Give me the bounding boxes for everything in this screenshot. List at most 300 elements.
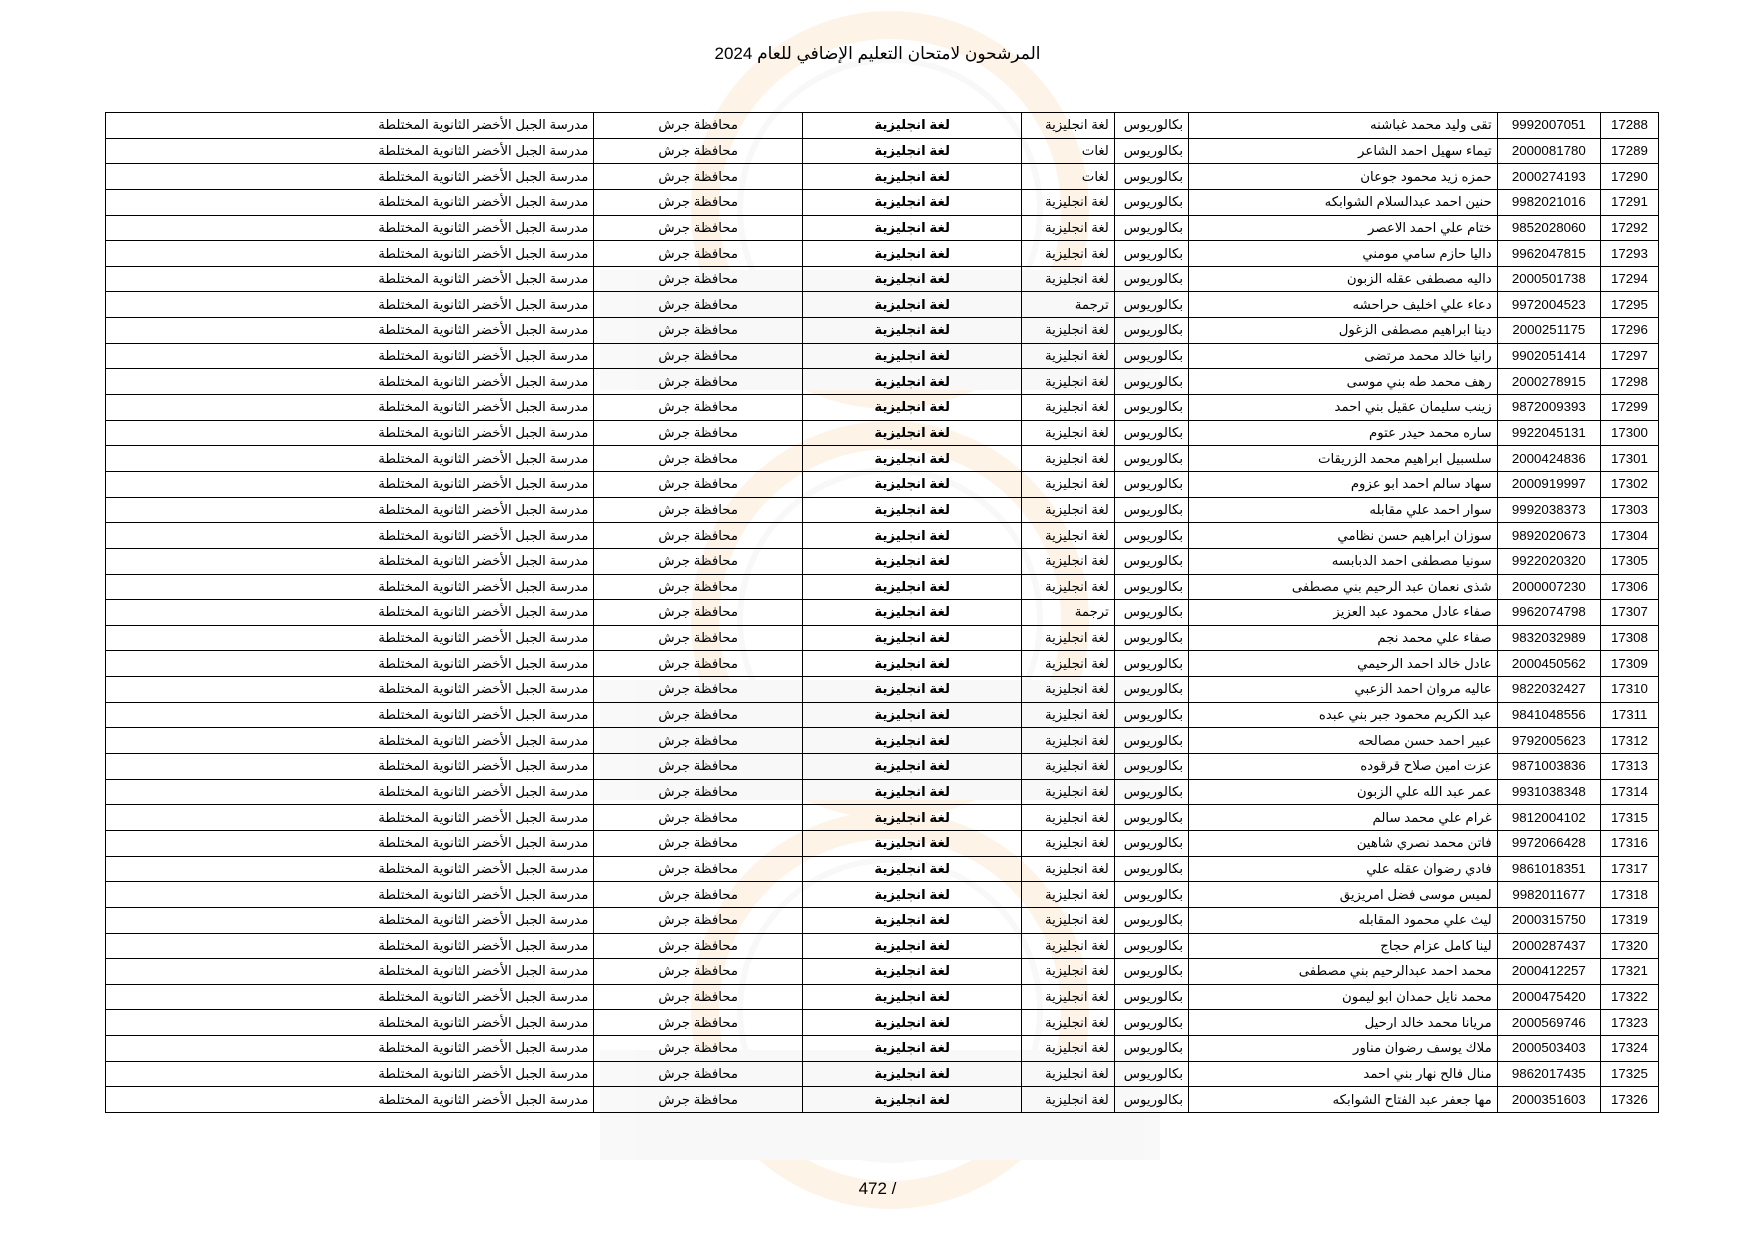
cell-degree: بكالوريوس: [1114, 625, 1188, 651]
cell-major: لغة انجليزية: [1022, 446, 1114, 472]
cell-national-id: 9902051414: [1497, 343, 1600, 369]
cell-name: لينا كامل عزام حجاج: [1189, 933, 1498, 959]
cell-national-id: 9861018351: [1497, 856, 1600, 882]
cell-subject: لغة انجليزية: [802, 215, 1021, 241]
table-row: [106, 138, 1659, 164]
cell-subject: لغة انجليزية: [802, 651, 1021, 677]
cell-national-id: 2000274193: [1497, 164, 1600, 190]
cell-national-id: 2000501738: [1497, 266, 1600, 292]
cell-major: لغة انجليزية: [1022, 113, 1114, 139]
cell-degree: بكالوريوس: [1114, 189, 1188, 215]
cell-degree: بكالوريوس: [1114, 318, 1188, 344]
cell-governorate: محافظة جرش: [594, 164, 803, 190]
cell-degree: بكالوريوس: [1114, 1036, 1188, 1062]
cell-degree: بكالوريوس: [1114, 805, 1188, 831]
cell-school: مدرسة الجبل الأخضر الثانوية المختلطة: [106, 292, 594, 318]
table-row: [106, 292, 1659, 318]
cell-major: لغة انجليزية: [1022, 754, 1114, 780]
cell-subject: لغة انجليزية: [802, 779, 1021, 805]
cell-name: عبد الكريم محمود جبر بني عبده: [1189, 702, 1498, 728]
cell-major: لغة انجليزية: [1022, 882, 1114, 908]
cell-national-id: 9852028060: [1497, 215, 1600, 241]
cell-national-id: 2000569746: [1497, 1010, 1600, 1036]
cell-seq: 17316: [1600, 830, 1658, 856]
cell-school: مدرسة الجبل الأخضر الثانوية المختلطة: [106, 907, 594, 933]
cell-subject: لغة انجليزية: [802, 933, 1021, 959]
cell-school: مدرسة الجبل الأخضر الثانوية المختلطة: [106, 113, 594, 139]
cell-degree: بكالوريوس: [1114, 651, 1188, 677]
cell-major: ترجمة: [1022, 600, 1114, 626]
cell-name: سونيا مصطفى احمد الدبابسه: [1189, 548, 1498, 574]
table-row: [106, 959, 1659, 985]
cell-major: لغة انجليزية: [1022, 189, 1114, 215]
cell-major: لغة انجليزية: [1022, 574, 1114, 600]
cell-name: ساره محمد حيدر عتوم: [1189, 420, 1498, 446]
cell-degree: بكالوريوس: [1114, 702, 1188, 728]
cell-degree: بكالوريوس: [1114, 164, 1188, 190]
page-number: 472 /: [858, 1179, 897, 1198]
cell-degree: بكالوريوس: [1114, 959, 1188, 985]
cell-subject: لغة انجليزية: [802, 625, 1021, 651]
table-row: [106, 548, 1659, 574]
cell-name: تقى وليد محمد غباشنه: [1189, 113, 1498, 139]
cell-governorate: محافظة جرش: [594, 805, 803, 831]
cell-seq: 17291: [1600, 189, 1658, 215]
cell-name: سهاد سالم احمد ابو عزوم: [1189, 471, 1498, 497]
cell-major: لغة انجليزية: [1022, 471, 1114, 497]
cell-school: مدرسة الجبل الأخضر الثانوية المختلطة: [106, 728, 594, 754]
cell-governorate: محافظة جرش: [594, 548, 803, 574]
cell-subject: لغة انجليزية: [802, 164, 1021, 190]
cell-degree: بكالوريوس: [1114, 446, 1188, 472]
cell-degree: بكالوريوس: [1114, 1010, 1188, 1036]
cell-name: ملاك يوسف رضوان مناور: [1189, 1036, 1498, 1062]
cell-name: سوزان ابراهيم حسن نظامي: [1189, 523, 1498, 549]
table-row: [106, 1087, 1659, 1113]
table-row: [106, 933, 1659, 959]
table-row: [106, 189, 1659, 215]
cell-national-id: 9822032427: [1497, 677, 1600, 703]
cell-national-id: 2000503403: [1497, 1036, 1600, 1062]
cell-seq: 17307: [1600, 600, 1658, 626]
cell-degree: بكالوريوس: [1114, 600, 1188, 626]
cell-subject: لغة انجليزية: [802, 1061, 1021, 1087]
cell-school: مدرسة الجبل الأخضر الثانوية المختلطة: [106, 856, 594, 882]
page-title: المرشحون لامتحان التعليم الإضافي للعام 2024: [714, 44, 1041, 63]
cell-school: مدرسة الجبل الأخضر الثانوية المختلطة: [106, 959, 594, 985]
cell-seq: 17288: [1600, 113, 1658, 139]
cell-national-id: 9982021016: [1497, 189, 1600, 215]
cell-school: مدرسة الجبل الأخضر الثانوية المختلطة: [106, 215, 594, 241]
cell-national-id: 9892020673: [1497, 523, 1600, 549]
cell-subject: لغة انجليزية: [802, 523, 1021, 549]
cell-degree: بكالوريوس: [1114, 1061, 1188, 1087]
cell-subject: لغة انجليزية: [802, 1010, 1021, 1036]
table-row: [106, 702, 1659, 728]
cell-governorate: محافظة جرش: [594, 420, 803, 446]
cell-seq: 17304: [1600, 523, 1658, 549]
cell-national-id: 2000007230: [1497, 574, 1600, 600]
cell-school: مدرسة الجبل الأخضر الثانوية المختلطة: [106, 702, 594, 728]
table-row: [106, 523, 1659, 549]
cell-national-id: 9792005623: [1497, 728, 1600, 754]
cell-name: داليا حازم سامي مومني: [1189, 241, 1498, 267]
cell-seq: 17294: [1600, 266, 1658, 292]
cell-governorate: محافظة جرش: [594, 728, 803, 754]
cell-national-id: 2000315750: [1497, 907, 1600, 933]
cell-governorate: محافظة جرش: [594, 625, 803, 651]
table-row: [106, 164, 1659, 190]
cell-seq: 17296: [1600, 318, 1658, 344]
cell-major: لغة انجليزية: [1022, 1036, 1114, 1062]
cell-name: ليث علي محمود المقابله: [1189, 907, 1498, 933]
cell-governorate: محافظة جرش: [594, 856, 803, 882]
cell-name: عبير احمد حسن مصالحه: [1189, 728, 1498, 754]
cell-national-id: 9872009393: [1497, 395, 1600, 421]
cell-major: لغة انجليزية: [1022, 933, 1114, 959]
table-row: [106, 805, 1659, 831]
cell-subject: لغة انجليزية: [802, 189, 1021, 215]
cell-major: لغة انجليزية: [1022, 856, 1114, 882]
cell-degree: بكالوريوس: [1114, 138, 1188, 164]
cell-national-id: 9812004102: [1497, 805, 1600, 831]
cell-school: مدرسة الجبل الأخضر الثانوية المختلطة: [106, 574, 594, 600]
cell-name: لميس موسى فضل امريزيق: [1189, 882, 1498, 908]
cell-major: لغة انجليزية: [1022, 523, 1114, 549]
cell-school: مدرسة الجبل الأخضر الثانوية المختلطة: [106, 754, 594, 780]
cell-subject: لغة انجليزية: [802, 959, 1021, 985]
cell-seq: 17325: [1600, 1061, 1658, 1087]
table-row: [106, 215, 1659, 241]
cell-seq: 17302: [1600, 471, 1658, 497]
cell-governorate: محافظة جرش: [594, 318, 803, 344]
cell-major: لغة انجليزية: [1022, 651, 1114, 677]
cell-seq: 17320: [1600, 933, 1658, 959]
cell-national-id: 9832032989: [1497, 625, 1600, 651]
cell-name: مريانا محمد خالد ارحيل: [1189, 1010, 1498, 1036]
cell-subject: لغة انجليزية: [802, 395, 1021, 421]
cell-governorate: محافظة جرش: [594, 497, 803, 523]
table-row: [106, 625, 1659, 651]
cell-name: محمد احمد عبدالرحيم بني مصطفى: [1189, 959, 1498, 985]
cell-national-id: 2000450562: [1497, 651, 1600, 677]
cell-subject: لغة انجليزية: [802, 830, 1021, 856]
cell-degree: بكالوريوس: [1114, 266, 1188, 292]
cell-seq: 17311: [1600, 702, 1658, 728]
cell-major: لغة انجليزية: [1022, 959, 1114, 985]
cell-subject: لغة انجليزية: [802, 497, 1021, 523]
cell-seq: 17292: [1600, 215, 1658, 241]
table-row: [106, 830, 1659, 856]
cell-subject: لغة انجليزية: [802, 882, 1021, 908]
cell-subject: لغة انجليزية: [802, 292, 1021, 318]
cell-major: لغة انجليزية: [1022, 420, 1114, 446]
cell-subject: لغة انجليزية: [802, 600, 1021, 626]
cell-major: لغة انجليزية: [1022, 625, 1114, 651]
cell-seq: 17321: [1600, 959, 1658, 985]
cell-subject: لغة انجليزية: [802, 1087, 1021, 1113]
table-row: [106, 779, 1659, 805]
cell-national-id: 2000919997: [1497, 471, 1600, 497]
cell-subject: لغة انجليزية: [802, 446, 1021, 472]
cell-major: لغة انجليزية: [1022, 702, 1114, 728]
table-row: [106, 1036, 1659, 1062]
cell-governorate: محافظة جرش: [594, 395, 803, 421]
cell-degree: بكالوريوس: [1114, 497, 1188, 523]
cell-degree: بكالوريوس: [1114, 241, 1188, 267]
cell-governorate: محافظة جرش: [594, 830, 803, 856]
cell-seq: 17315: [1600, 805, 1658, 831]
cell-seq: 17305: [1600, 548, 1658, 574]
cell-school: مدرسة الجبل الأخضر الثانوية المختلطة: [106, 523, 594, 549]
cell-seq: 17290: [1600, 164, 1658, 190]
cell-school: مدرسة الجبل الأخضر الثانوية المختلطة: [106, 395, 594, 421]
cell-seq: 17303: [1600, 497, 1658, 523]
cell-governorate: محافظة جرش: [594, 702, 803, 728]
table-row: [106, 984, 1659, 1010]
cell-name: ختام علي احمد الاعصر: [1189, 215, 1498, 241]
cell-school: مدرسة الجبل الأخضر الثانوية المختلطة: [106, 241, 594, 267]
cell-seq: 17297: [1600, 343, 1658, 369]
cell-name: دعاء علي اخليف حراحشه: [1189, 292, 1498, 318]
cell-school: مدرسة الجبل الأخضر الثانوية المختلطة: [106, 600, 594, 626]
cell-school: مدرسة الجبل الأخضر الثانوية المختلطة: [106, 651, 594, 677]
cell-seq: 17322: [1600, 984, 1658, 1010]
cell-subject: لغة انجليزية: [802, 805, 1021, 831]
table-row: [106, 677, 1659, 703]
table-row: [106, 600, 1659, 626]
cell-national-id: 2000351603: [1497, 1087, 1600, 1113]
cell-major: لغة انجليزية: [1022, 318, 1114, 344]
cell-school: مدرسة الجبل الأخضر الثانوية المختلطة: [106, 189, 594, 215]
cell-governorate: محافظة جرش: [594, 241, 803, 267]
cell-name: مها جعفر عبد الفتاح الشوابكه: [1189, 1087, 1498, 1113]
cell-name: عمر عبد الله علي الزبون: [1189, 779, 1498, 805]
cell-seq: 17298: [1600, 369, 1658, 395]
cell-seq: 17300: [1600, 420, 1658, 446]
cell-school: مدرسة الجبل الأخضر الثانوية المختلطة: [106, 446, 594, 472]
cell-degree: بكالوريوس: [1114, 882, 1188, 908]
cell-name: رهف محمد طه بني موسى: [1189, 369, 1498, 395]
cell-subject: لغة انجليزية: [802, 728, 1021, 754]
cell-degree: بكالوريوس: [1114, 292, 1188, 318]
cell-degree: بكالوريوس: [1114, 215, 1188, 241]
cell-governorate: محافظة جرش: [594, 1036, 803, 1062]
table-row: [106, 113, 1659, 139]
cell-school: مدرسة الجبل الأخضر الثانوية المختلطة: [106, 625, 594, 651]
table-row: [106, 343, 1659, 369]
cell-major: لغة انجليزية: [1022, 907, 1114, 933]
cell-degree: بكالوريوس: [1114, 1087, 1188, 1113]
cell-major: لغة انجليزية: [1022, 728, 1114, 754]
cell-subject: لغة انجليزية: [802, 907, 1021, 933]
cell-name: رانيا خالد محمد مرتضى: [1189, 343, 1498, 369]
cell-seq: 17289: [1600, 138, 1658, 164]
table-row: [106, 266, 1659, 292]
cell-governorate: محافظة جرش: [594, 882, 803, 908]
cell-school: مدرسة الجبل الأخضر الثانوية المختلطة: [106, 779, 594, 805]
cell-degree: بكالوريوس: [1114, 471, 1188, 497]
cell-national-id: 9972066428: [1497, 830, 1600, 856]
cell-school: مدرسة الجبل الأخضر الثانوية المختلطة: [106, 266, 594, 292]
table-row: [106, 907, 1659, 933]
cell-seq: 17313: [1600, 754, 1658, 780]
cell-national-id: 9972004523: [1497, 292, 1600, 318]
cell-school: مدرسة الجبل الأخضر الثانوية المختلطة: [106, 1061, 594, 1087]
cell-subject: لغة انجليزية: [802, 856, 1021, 882]
cell-governorate: محافظة جرش: [594, 907, 803, 933]
cell-degree: بكالوريوس: [1114, 420, 1188, 446]
cell-subject: لغة انجليزية: [802, 1036, 1021, 1062]
cell-seq: 17314: [1600, 779, 1658, 805]
cell-national-id: 2000278915: [1497, 369, 1600, 395]
cell-school: مدرسة الجبل الأخضر الثانوية المختلطة: [106, 420, 594, 446]
cell-degree: بكالوريوس: [1114, 754, 1188, 780]
cell-seq: 17310: [1600, 677, 1658, 703]
cell-national-id: 2000287437: [1497, 933, 1600, 959]
table-row: [106, 446, 1659, 472]
cell-degree: بكالوريوس: [1114, 395, 1188, 421]
cell-governorate: محافظة جرش: [594, 984, 803, 1010]
cell-subject: لغة انجليزية: [802, 241, 1021, 267]
cell-school: مدرسة الجبل الأخضر الثانوية المختلطة: [106, 805, 594, 831]
cell-subject: لغة انجليزية: [802, 548, 1021, 574]
cell-school: مدرسة الجبل الأخضر الثانوية المختلطة: [106, 548, 594, 574]
cell-seq: 17293: [1600, 241, 1658, 267]
cell-major: لغة انجليزية: [1022, 395, 1114, 421]
table-row: [106, 882, 1659, 908]
cell-national-id: 2000081780: [1497, 138, 1600, 164]
cell-name: داليه مصطفى عقله الزبون: [1189, 266, 1498, 292]
cell-subject: لغة انجليزية: [802, 318, 1021, 344]
cell-major: لغات: [1022, 164, 1114, 190]
cell-seq: 17317: [1600, 856, 1658, 882]
cell-major: لغات: [1022, 138, 1114, 164]
cell-national-id: 9992038373: [1497, 497, 1600, 523]
cell-seq: 17326: [1600, 1087, 1658, 1113]
cell-major: لغة انجليزية: [1022, 215, 1114, 241]
cell-name: عزت امين صلاح قرقوده: [1189, 754, 1498, 780]
cell-governorate: محافظة جرش: [594, 266, 803, 292]
cell-national-id: 9862017435: [1497, 1061, 1600, 1087]
cell-national-id: 9931038348: [1497, 779, 1600, 805]
cell-subject: لغة انجليزية: [802, 471, 1021, 497]
cell-governorate: محافظة جرش: [594, 754, 803, 780]
table-row: [106, 395, 1659, 421]
cell-name: فادي رضوان عقله علي: [1189, 856, 1498, 882]
cell-governorate: محافظة جرش: [594, 1010, 803, 1036]
cell-name: عاليه مروان احمد الزعبي: [1189, 677, 1498, 703]
cell-governorate: محافظة جرش: [594, 959, 803, 985]
table-body: [106, 113, 1659, 1113]
cell-degree: بكالوريوس: [1114, 728, 1188, 754]
cell-school: مدرسة الجبل الأخضر الثانوية المختلطة: [106, 984, 594, 1010]
cell-name: غرام علي محمد سالم: [1189, 805, 1498, 831]
table-row: [106, 471, 1659, 497]
cell-seq: 17295: [1600, 292, 1658, 318]
candidates-table: [105, 112, 1659, 1113]
cell-governorate: محافظة جرش: [594, 189, 803, 215]
cell-governorate: محافظة جرش: [594, 600, 803, 626]
cell-seq: 17323: [1600, 1010, 1658, 1036]
cell-governorate: محافظة جرش: [594, 677, 803, 703]
cell-name: سلسبيل ابراهيم محمد الزريقات: [1189, 446, 1498, 472]
cell-name: سوار احمد علي مقابله: [1189, 497, 1498, 523]
cell-major: لغة انجليزية: [1022, 343, 1114, 369]
cell-subject: لغة انجليزية: [802, 138, 1021, 164]
table-row: [106, 420, 1659, 446]
table-row: [106, 856, 1659, 882]
cell-governorate: محافظة جرش: [594, 446, 803, 472]
cell-major: لغة انجليزية: [1022, 1010, 1114, 1036]
cell-national-id: 2000475420: [1497, 984, 1600, 1010]
cell-governorate: محافظة جرش: [594, 1061, 803, 1087]
cell-degree: بكالوريوس: [1114, 933, 1188, 959]
cell-degree: بكالوريوس: [1114, 907, 1188, 933]
cell-governorate: محافظة جرش: [594, 292, 803, 318]
cell-subject: لغة انجليزية: [802, 343, 1021, 369]
cell-school: مدرسة الجبل الأخضر الثانوية المختلطة: [106, 369, 594, 395]
cell-national-id: 9992007051: [1497, 113, 1600, 139]
cell-degree: بكالوريوس: [1114, 343, 1188, 369]
cell-national-id: 9922020320: [1497, 548, 1600, 574]
cell-subject: لغة انجليزية: [802, 702, 1021, 728]
table-row: [106, 497, 1659, 523]
cell-name: زينب سليمان عقيل بني احمد: [1189, 395, 1498, 421]
cell-major: لغة انجليزية: [1022, 266, 1114, 292]
cell-school: مدرسة الجبل الأخضر الثانوية المختلطة: [106, 318, 594, 344]
cell-major: لغة انجليزية: [1022, 1061, 1114, 1087]
cell-degree: بكالوريوس: [1114, 548, 1188, 574]
cell-subject: لغة انجليزية: [802, 754, 1021, 780]
cell-subject: لغة انجليزية: [802, 574, 1021, 600]
cell-national-id: 9962047815: [1497, 241, 1600, 267]
cell-major: لغة انجليزية: [1022, 241, 1114, 267]
table-row: [106, 754, 1659, 780]
cell-school: مدرسة الجبل الأخضر الثانوية المختلطة: [106, 1087, 594, 1113]
cell-name: حمزه زيد محمود جوعان: [1189, 164, 1498, 190]
cell-governorate: محافظة جرش: [594, 779, 803, 805]
cell-major: لغة انجليزية: [1022, 779, 1114, 805]
cell-degree: بكالوريوس: [1114, 574, 1188, 600]
table-row: [106, 651, 1659, 677]
cell-national-id: 2000251175: [1497, 318, 1600, 344]
cell-major: لغة انجليزية: [1022, 984, 1114, 1010]
cell-seq: 17324: [1600, 1036, 1658, 1062]
cell-school: مدرسة الجبل الأخضر الثانوية المختلطة: [106, 1036, 594, 1062]
cell-major: لغة انجليزية: [1022, 369, 1114, 395]
cell-seq: 17312: [1600, 728, 1658, 754]
cell-school: مدرسة الجبل الأخضر الثانوية المختلطة: [106, 677, 594, 703]
cell-school: مدرسة الجبل الأخضر الثانوية المختلطة: [106, 164, 594, 190]
cell-degree: بكالوريوس: [1114, 779, 1188, 805]
cell-major: لغة انجليزية: [1022, 548, 1114, 574]
cell-major: لغة انجليزية: [1022, 497, 1114, 523]
cell-school: مدرسة الجبل الأخضر الثانوية المختلطة: [106, 933, 594, 959]
cell-name: محمد نايل حمدان ابو ليمون: [1189, 984, 1498, 1010]
table-row: [106, 574, 1659, 600]
cell-governorate: محافظة جرش: [594, 113, 803, 139]
cell-school: مدرسة الجبل الأخضر الثانوية المختلطة: [106, 1010, 594, 1036]
cell-subject: لغة انجليزية: [802, 984, 1021, 1010]
cell-school: مدرسة الجبل الأخضر الثانوية المختلطة: [106, 138, 594, 164]
cell-major: لغة انجليزية: [1022, 805, 1114, 831]
cell-governorate: محافظة جرش: [594, 369, 803, 395]
cell-degree: بكالوريوس: [1114, 984, 1188, 1010]
cell-name: دينا ابراهيم مصطفى الزغول: [1189, 318, 1498, 344]
table-row: [106, 318, 1659, 344]
cell-governorate: محافظة جرش: [594, 471, 803, 497]
